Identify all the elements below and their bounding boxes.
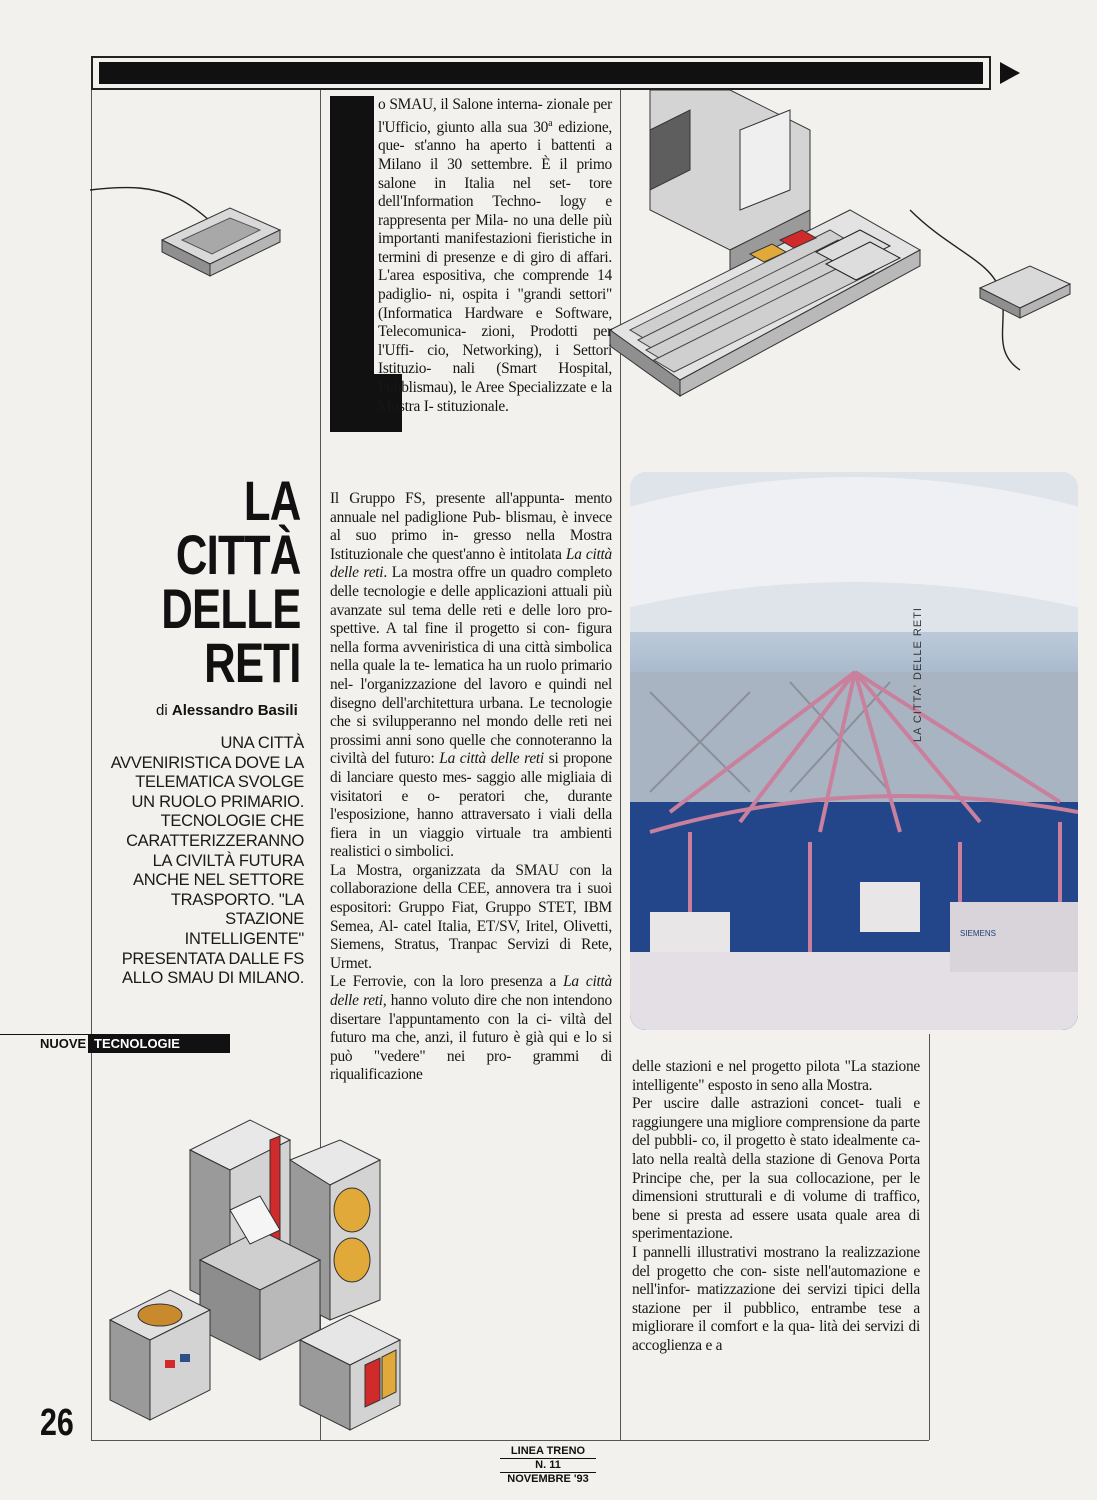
footer-issue: N. 11 [500,1459,596,1473]
article-body-column-1 [330,96,612,416]
italic-title: La città delle reti [439,750,544,768]
column-rule [929,1034,930,1440]
exhibition-photo [630,472,1078,1030]
article-deck: UNA CITTÀ AVVENIRISTICA DOVE LA TELEMATICA SVOLGE UN RUOLO PRIMARIO. TECNOLOGIE CHE CARATTERIZZERANNO LA CIVILTÀ FUTURA ANCHE NEL SETTORE TRASPORTO. "LA STAZIONE INTELLIGENTE" PRESENTATA DALLE FS ALLO SMAU DI MILANO. [110,734,304,988]
bottom-rule [91,1440,929,1441]
byline-author: Alessandro Basili [171,702,298,719]
body-paragraph: edizione, que- st'anno ha aperto i battenti a Milano il 30 settembre. È il primo salone in Italia nel set- tore dell'Information Techno- logy e rappresenta per Mila- no una delle più importanti manifestazioni fieristiche in termini di presenze e di giro di affari. L'area espositiva, che comprende 14 padiglio- ni, ospita i "grandi settori" (Informatica Hardware e Software, Telecomunica- zioni, Prodotti per l'Uffi- cio, Networking), i Settori Istituzio- nali (Smart Hospital, Pubblismau), le Aree Specializzate e la Mostra I- stituzionale. [378,118,612,415]
siemens-sign: SIEMENS [960,929,997,938]
headline-line: DELLE [161,577,301,640]
section-tag [0,1034,230,1053]
disk-drive-icon [110,1290,210,1420]
body-paragraph: Per uscire dalle astrazioni concet- tuali e raggiungere una migliore comprensione da parte del pubbli- co, il progetto è stato idealmente ca- lato nella realtà della stazione di Genova Porta Principe che, per la sua collocazione, per le dimensioni strutturali e di volume di traffico, bene si presta ad essere usata quale area di sperimentazione. [632,1095,920,1243]
body-paragraph: I pannelli illustrativi mostrano la realizzazione del progetto che con- siste nell'automazione e nell'infor- matizzazione dei servizi tipici della stazione per il pubblico, entrambe tese a migliorare il comfort e la qua- lità dei servizi di accoglienza e a [632,1243,920,1354]
italic-title: La città delle reti [330,545,612,582]
mouse-icon [980,266,1070,318]
headline-line: RETI [204,631,301,694]
body-paragraph: Il Gruppo FS, presente all'appunta- mento annuale nel padiglione Pub- blismau, è invece al suo primo in- gresso nella Mostra Istituzionale che quest'anno è intitolata [330,490,612,563]
background-ghost-text [480,1060,630,1420]
body-paragraph: delle stazioni e nel progetto pilota "La stazione intelligente" esposto in seno alla Mostra. [632,1058,920,1094]
section-word-2: TECNOLOGIE [88,1034,230,1053]
superscript: a [548,117,553,129]
byline-prefix: di [156,702,168,719]
article-body-column-1b [330,490,612,1085]
body-paragraph: si propone di lanciare questo mes- saggio alle migliaia di visitatori e o- peratori che, durante l'esposizione, hanno attraversato i viali della fiera in un viaggio virtuale tra ambienti realistici o simbolici. [330,750,612,861]
headline-line: CITTÀ [176,523,301,586]
body-paragraph: , hanno voluto dire che non intendono disertare l'appuntamento con la ci- viltà del futuro ma che, anzi, il futuro è già qui e lo si può "vedere" nei pro- grammi di riqualificazione [330,992,612,1084]
byline [156,702,304,719]
footer-date: NOVEMBRE '93 [507,1473,589,1485]
body-paragraph: Le Ferrovie, con la loro presenza a [330,973,564,991]
footer-magazine-name: LINEA TRENO [500,1445,596,1459]
section-word-1: NUOVE [40,1036,87,1051]
exhibition-photo-drawing [630,472,1078,1030]
article-body-column-2 [632,1058,920,1356]
magazine-footer [500,1445,596,1486]
article-headline [161,469,301,694]
photo-caption: LA CITTA' DELLE RETI [912,607,924,742]
page-number: 26 [40,1402,74,1444]
headline-line: LA [244,469,301,532]
header-bar [99,62,983,84]
arrow-right-icon [1000,62,1020,84]
mouse-icon [162,208,280,276]
cpu-box-icon [300,1315,400,1430]
body-paragraph: . La mostra offre un quadro completo delle tecnologie e delle applicazioni attuali più avanzate sul tema delle reti e delle loro pro- spettive. A tal fine il progetto si con- figura nella forma avveniristica di una città simbolica nella quale la te- lematica ha un ruolo primario nel- l'organizzazione del lavoro e quindi nel disegno dell'architettura urbana. Le tecnologie che si svilupperanno nel mondo delle reti nei prossimi anni sono quelle che connoteranno la civiltà del futuro: [330,564,612,768]
body-paragraph: La Mostra, organizzata da SMAU con la collaborazione della CEE, annovera tra i suoi espositori: Gruppo Fiat, Gruppo STET, IBM Semea, Al- catel Italia, ET/SV, Iritel, Olivetti, Siemens, Stratus, Tranpac Servizi di Rete, Urmet. [330,861,612,972]
italic-title: La città delle reti [330,973,612,1010]
body-paragraph: o SMAU, il Salone interna- zionale per l'Ufficio, giunto alla sua 30 [378,96,612,136]
hardware-illustration [100,1110,430,1440]
